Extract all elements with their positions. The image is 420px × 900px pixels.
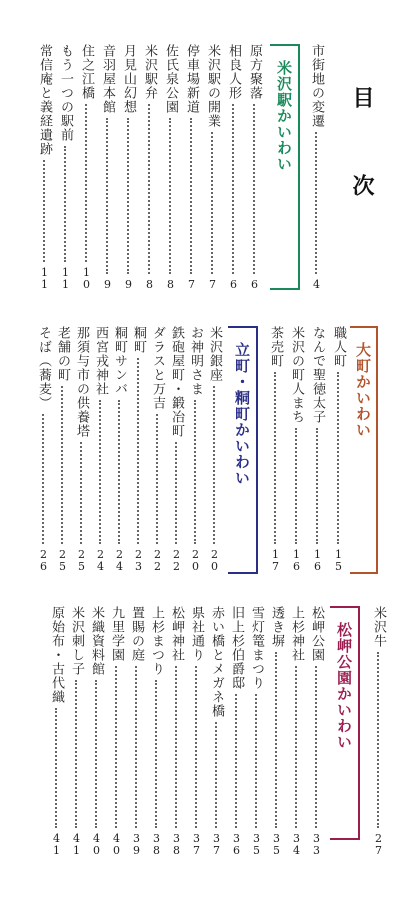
toc-entry[interactable] <box>52 326 72 572</box>
entry-page: 24 <box>94 548 107 572</box>
leader-dots <box>175 442 177 544</box>
entry-title: 茶売町 <box>268 326 283 368</box>
entry-page: 38 <box>170 832 183 856</box>
toc-entry[interactable] <box>307 326 327 572</box>
toc-entry[interactable] <box>66 606 86 856</box>
section-intro <box>306 44 326 290</box>
entry-page: 35 <box>270 832 283 856</box>
toc-entry[interactable] <box>265 326 285 572</box>
leader-dots <box>127 118 129 274</box>
toc-entry[interactable] <box>71 326 91 572</box>
entry-page: 9 <box>101 278 114 290</box>
entry-title: 停車場新道 <box>184 44 199 114</box>
toc-entry[interactable] <box>223 44 243 290</box>
leader-dots <box>315 666 317 828</box>
leader-dots <box>337 372 339 544</box>
leader-dots <box>135 666 137 828</box>
entry-page: 41 <box>50 832 63 856</box>
entry-page: 40 <box>110 832 123 856</box>
leader-dots <box>85 104 87 262</box>
entry-page: 39 <box>130 832 143 856</box>
leader-dots <box>175 666 177 828</box>
toc-entry[interactable] <box>204 326 224 572</box>
toc-entry[interactable] <box>328 326 348 572</box>
toc-entry[interactable] <box>34 44 54 290</box>
entry-page: 11 <box>38 266 51 290</box>
leader-dots <box>80 442 82 544</box>
entry-page: 33 <box>310 832 323 856</box>
entry-page: 22 <box>170 548 183 572</box>
entry-title: そば（蕎麦） <box>36 326 51 410</box>
leader-dots <box>295 666 297 828</box>
entry-title: 旧上杉伯爵邸 <box>229 606 244 690</box>
leader-dots <box>211 132 213 274</box>
leader-dots <box>42 414 44 544</box>
leader-dots <box>64 146 66 262</box>
leader-dots <box>274 372 276 544</box>
toc-entry[interactable] <box>181 44 201 290</box>
toc-entry[interactable] <box>286 326 306 572</box>
toc-entry[interactable] <box>246 606 266 856</box>
entry-title: 米沢刺し子 <box>69 606 84 676</box>
leader-dots <box>137 358 139 544</box>
toc-entry[interactable] <box>244 44 264 290</box>
entry-title: 原方聚落 <box>247 44 262 100</box>
entry-page: 6 <box>227 278 240 290</box>
entry-page: 16 <box>290 548 303 572</box>
toc-entry[interactable] <box>118 44 138 290</box>
section-omachi <box>264 326 348 572</box>
entry-page: 37 <box>210 832 223 856</box>
entry-page: 41 <box>70 832 83 856</box>
entry-title: お神明さま <box>188 326 203 396</box>
entry-title: 粡町サンバ <box>112 326 127 396</box>
entry-title: 雪灯篭まつり <box>249 606 264 690</box>
entry-page: 16 <box>311 548 324 572</box>
leader-dots <box>155 680 157 828</box>
toc-entry[interactable] <box>166 326 186 572</box>
entry-page: 24 <box>113 548 126 572</box>
leader-dots <box>295 428 297 544</box>
entry-page: 20 <box>189 548 202 572</box>
entry-title: 米沢駅の開業 <box>205 44 220 128</box>
entry-title: ダラスと万吉 <box>150 326 165 410</box>
leader-dots <box>148 104 150 274</box>
entry-title: 原始布・古代織 <box>49 606 64 704</box>
entry-page: 23 <box>132 548 145 572</box>
leader-dots <box>315 132 317 274</box>
section-heading-tatemachi: 立町・粡町かいわい <box>233 342 251 486</box>
entry-title: 赤い橋とメガネ橋 <box>209 606 224 718</box>
toc-entry[interactable] <box>97 44 117 290</box>
toc-entry[interactable] <box>128 326 148 572</box>
leader-dots <box>316 428 318 544</box>
entry-page: 34 <box>290 832 303 856</box>
toc-entry[interactable] <box>306 606 326 856</box>
entry-page: 17 <box>269 548 282 572</box>
toc-entry[interactable] <box>226 606 246 856</box>
entry-title: 米沢銀座 <box>207 326 222 382</box>
toc-entry[interactable] <box>109 326 129 572</box>
entry-title: 米沢の町人まち <box>289 326 304 424</box>
toc-entry[interactable] <box>186 606 206 856</box>
leader-dots <box>95 680 97 828</box>
entry-page: 11 <box>59 266 72 290</box>
entry-page: 7 <box>185 278 198 290</box>
entry-page: 4 <box>310 278 323 290</box>
leader-dots <box>253 104 255 274</box>
toc-entry[interactable] <box>76 44 96 290</box>
entry-title: 職人町 <box>331 326 346 368</box>
section-yonezawa <box>36 44 264 290</box>
leader-dots <box>169 118 171 274</box>
entry-title: 九里学園 <box>109 606 124 662</box>
leader-dots <box>106 118 108 274</box>
entry-page: 8 <box>143 278 156 290</box>
entry-title: 相良人形 <box>226 44 241 100</box>
entry-title: なんで聖徳太子 <box>310 326 325 424</box>
entry-page: 38 <box>150 832 163 856</box>
entry-title: 鉄砲屋町・鍛冶町 <box>169 326 184 438</box>
toc-entry[interactable] <box>126 606 146 856</box>
leader-dots <box>55 708 57 828</box>
toc-entry[interactable] <box>55 44 75 290</box>
entry-title: 佐氏泉公園 <box>163 44 178 114</box>
section-continue <box>368 606 388 856</box>
toc-entry[interactable] <box>86 606 106 856</box>
entry-title: 上杉神社 <box>289 606 304 662</box>
entry-title: 音羽屋本館 <box>100 44 115 114</box>
section-heading-matsugasaki: 松岬公園かいわい <box>335 622 353 750</box>
toc-entry[interactable] <box>46 606 66 856</box>
entry-title: 透き塀 <box>269 606 284 648</box>
entry-page: 25 <box>75 548 88 572</box>
toc-entry[interactable] <box>286 606 306 856</box>
entry-title: 月見山幻想 <box>121 44 136 114</box>
toc-entry[interactable] <box>185 326 205 572</box>
entry-title: 西宮戎神社 <box>93 326 108 396</box>
section-tatemachi <box>34 326 224 572</box>
entry-page: 27 <box>372 832 385 856</box>
entry-title: 常信庵と義経遺跡 <box>37 44 52 156</box>
leader-dots <box>255 694 257 828</box>
leader-dots <box>194 400 196 544</box>
toc-entry[interactable] <box>202 44 222 290</box>
entry-title: 住之江橋 <box>79 44 94 100</box>
leader-dots <box>118 400 120 544</box>
entry-page: 7 <box>206 278 219 290</box>
entry-title: 県社通り <box>189 606 204 662</box>
toc-entry[interactable] <box>206 606 226 856</box>
toc-entry[interactable] <box>160 44 180 290</box>
entry-page: 26 <box>37 548 50 572</box>
leader-dots <box>75 680 77 828</box>
entry-title: 上杉まつり <box>149 606 164 676</box>
entry-page: 9 <box>122 278 135 290</box>
toc-entry[interactable] <box>147 326 167 572</box>
leader-dots <box>213 386 215 544</box>
section-heading-yonezawa: 米沢駅かいわい <box>275 60 293 172</box>
leader-dots <box>275 652 277 828</box>
entry-page: 15 <box>332 548 345 572</box>
entry-title: もう一つの駅前 <box>58 44 73 142</box>
toc-entry[interactable] <box>106 606 126 856</box>
entry-title: 那須与市の供養塔 <box>74 326 89 438</box>
toc-entry[interactable] <box>266 606 286 856</box>
entry-page: 8 <box>164 278 177 290</box>
toc-entry[interactable] <box>306 44 326 290</box>
leader-dots <box>43 160 45 262</box>
entry-page: 37 <box>190 832 203 856</box>
leader-dots <box>215 722 217 828</box>
entry-title: 置賜の庭 <box>129 606 144 662</box>
entry-page: 36 <box>230 832 243 856</box>
entry-title: 松岬神社 <box>169 606 184 662</box>
entry-title: 粡町 <box>131 326 146 354</box>
toc-entry[interactable] <box>368 606 388 856</box>
entry-page: 22 <box>151 548 164 572</box>
leader-dots <box>99 400 101 544</box>
toc-entry[interactable] <box>90 326 110 572</box>
entry-title: 米沢駅弁 <box>142 44 157 100</box>
entry-page: 40 <box>90 832 103 856</box>
leader-dots <box>235 694 237 828</box>
leader-dots <box>195 666 197 828</box>
leader-dots <box>61 386 63 544</box>
entry-title: 老舗の町 <box>55 326 70 382</box>
leader-dots <box>115 666 117 828</box>
entry-page: 35 <box>250 832 263 856</box>
leader-dots <box>190 118 192 274</box>
entry-title: 松岬公園 <box>309 606 324 662</box>
entry-page: 25 <box>56 548 69 572</box>
leader-dots <box>377 652 379 828</box>
entry-title: 米沢牛 <box>371 606 386 648</box>
entry-page: 6 <box>248 278 261 290</box>
section-heading-omachi: 大町かいわい <box>354 342 372 438</box>
page-title: 目 次 <box>349 86 375 218</box>
leader-dots <box>156 414 158 544</box>
toc-entry[interactable] <box>139 44 159 290</box>
entry-page: 10 <box>80 266 93 290</box>
leader-dots <box>232 104 234 274</box>
toc-entry[interactable] <box>33 326 53 572</box>
entry-page: 20 <box>208 548 221 572</box>
entry-title: 米織資料館 <box>89 606 104 676</box>
toc-entry[interactable] <box>146 606 166 856</box>
toc-entry[interactable] <box>166 606 186 856</box>
section-matsugasaki <box>38 606 326 856</box>
entry-title: 市街地の変遷 <box>309 44 324 128</box>
